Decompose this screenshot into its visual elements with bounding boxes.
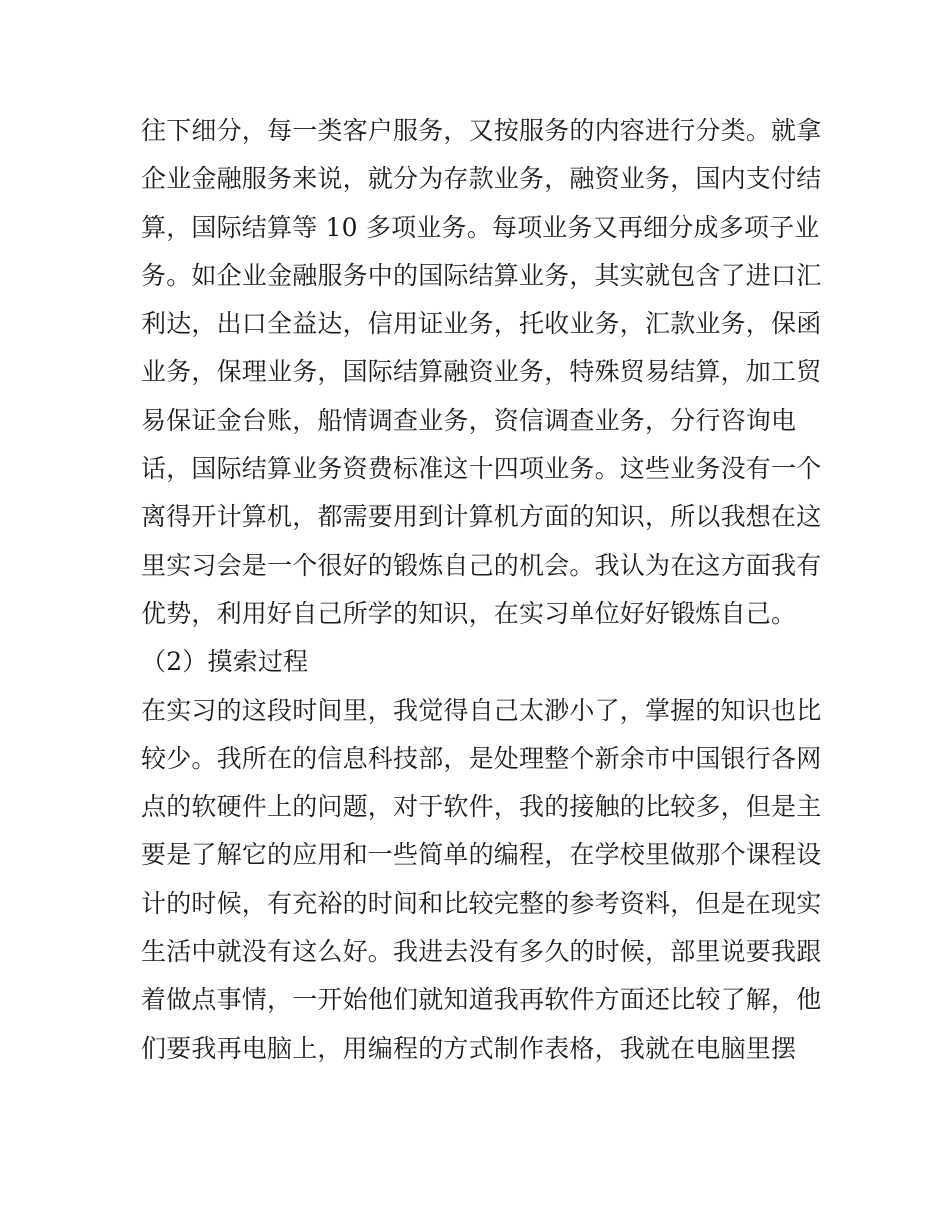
- text-line: 易保证金台账，船情调查业务，资信调查业务，分行咨询电: [141, 405, 797, 435]
- text-line: 计的时候，有充裕的时间和比较完整的参考资料，但是在现实: [141, 888, 822, 918]
- text-line: 在实习的这段时间里，我觉得自己太渺小了，掌握的知识也比: [141, 695, 822, 725]
- text-line: 生活中就没有这么好。我进去没有多久的时候，部里说要我跟: [141, 937, 822, 967]
- text-line: 企业金融服务来说，就分为存款业务，融资业务，国内支付结: [141, 164, 822, 194]
- text-line: 往下细分，每一类客户服务，又按服务的内容进行分类。就拿: [141, 116, 822, 145]
- text-line: 优势，利用好自己所学的知识，在实习单位好好锻炼自己。: [141, 598, 797, 628]
- text-line: 着做点事情，一开始他们就知道我再软件方面还比较了解，他: [141, 985, 822, 1015]
- text-line: 们要我再电脑上，用编程的方式制作表格，我就在电脑里摆: [141, 1033, 797, 1063]
- text-line: 利达，出口全益达，信用证业务，托收业务，汇款业务，保函: [141, 309, 822, 339]
- text-line: 点的软硬件上的问题，对于软件，我的接触的比较多，但是主: [141, 792, 822, 822]
- text-line: 里实习会是一个很好的锻炼自己的机会。我认为在这方面我有: [141, 550, 822, 580]
- text-line: 离得开计算机，都需要用到计算机方面的知识，所以我想在这: [141, 502, 822, 532]
- text-line: 业务，保理业务，国际结算融资业务，特殊贸易结算，加工贸: [141, 357, 822, 387]
- text-line: 要是了解它的应用和一些简单的编程，在学校里做那个课程设: [141, 840, 822, 870]
- text-line: 算，国际结算等 10 多项业务。每项业务又再细分成多项子业: [141, 212, 820, 242]
- body-text: [141, 107, 821, 1073]
- text-line: 较少。我所在的信息科技部，是处理整个新余市中国银行各网: [141, 743, 822, 773]
- text-line: 务。如企业金融服务中的国际结算业务，其实就包含了进口汇: [141, 260, 822, 290]
- text-line: 话，国际结算业务资费标准这十四项业务。这些业务没有一个: [141, 454, 822, 484]
- section-heading: （2）摸索过程: [141, 647, 309, 677]
